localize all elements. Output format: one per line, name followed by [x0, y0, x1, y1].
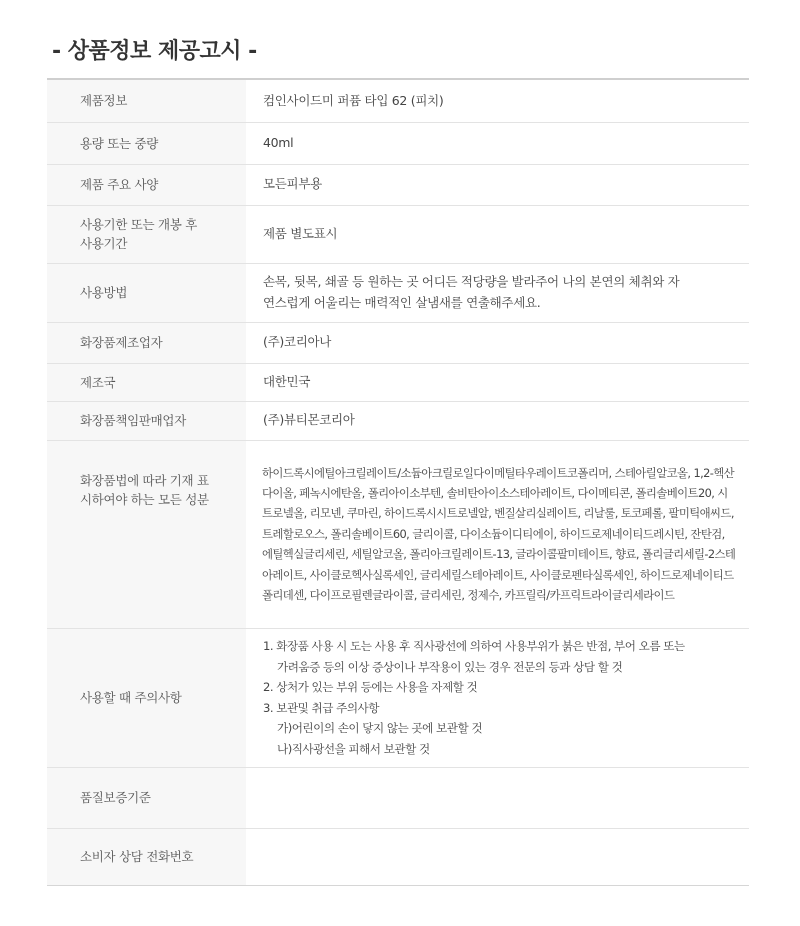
table-row-manufacturer [47, 322, 749, 363]
row-label: 소비자 상담 전화번호 [47, 828, 246, 885]
row-label: 화장품책임판매업자 [47, 401, 246, 440]
row-value: 제품 별도표시 [246, 205, 749, 263]
table-row-volume [47, 122, 749, 164]
table-row-consumer-phone [47, 828, 749, 885]
caution-line: 가려움증 등의 이상 증상이나 부작용이 있는 경우 전문의 등과 상담 할 것 [277, 659, 623, 674]
row-value: 모든피부용 [246, 164, 749, 205]
product-info-table [47, 78, 749, 886]
row-label: 화장품법에 따라 기재 표시하여야 하는 모든 성분 [47, 440, 246, 628]
row-value [246, 828, 749, 885]
row-value: 대한민국 [246, 363, 749, 401]
table-row-ingredients [47, 440, 749, 628]
table-row-caution [47, 628, 749, 767]
row-value: 컴인사이드미 퍼퓸 타입 62 (피치) [246, 79, 749, 122]
caution-line: 3. 보관및 취급 주의사항 [263, 700, 379, 715]
caution-line: 1. 화장품 사용 시 도는 사용 후 직사광선에 의하여 사용부위가 붉은 반점, 부어 오름 또는 [263, 639, 685, 653]
row-label: 제품 주요 사양 [47, 164, 246, 205]
table-row-quality-standard [47, 767, 749, 828]
row-value: (주)코리아나 [246, 322, 749, 363]
row-label: 사용방법 [47, 263, 246, 322]
row-label: 사용할 때 주의사항 [47, 628, 246, 767]
caution-line: 나)직사광선을 피해서 보관할 것 [277, 741, 430, 756]
table-row-product-info [47, 79, 749, 122]
row-value: 40ml [246, 122, 749, 164]
row-label: 제조국 [47, 363, 246, 401]
row-label: 사용기한 또는 개봉 후 사용기간 [47, 205, 246, 263]
table-row-country [47, 363, 749, 401]
row-label: 화장품제조업자 [47, 322, 246, 363]
table-row-usage [47, 263, 749, 322]
row-label: 품질보증기준 [47, 767, 246, 828]
row-value [246, 628, 749, 767]
row-label: 용량 또는 중량 [47, 122, 246, 164]
caution-line: 가)어린이의 손이 닿지 않는 곳에 보관할 것 [277, 721, 483, 735]
table-row-expiry [47, 205, 749, 263]
table-row-seller [47, 401, 749, 440]
row-value: (주)뷰티몬코리아 [246, 401, 749, 440]
row-value: 하이드록시에틸아크릴레이트/소듐아크릴로일다이메틸타우레이트코폴리머, 스테아릴알코올, 1,2-헥산다이올, 페녹시에탄올, 폴리아이소부텐, 솔비탄아이소스테아레이트, 다이메티콘, 폴리솔베이트20, 시트로넬올, 리모넨, 쿠마린, 하이드록시시트로넬알, 벤질살리실레이트, 리날룰, 토코페롤, 팔미틱애씨드, 트레할로오스, 폴리솔베이트60, 글리이콜, 다이소듐이디티에이, 하이드로제네이티드레시틴, 잔탄검, 에틸헥실글리세린, 세틸알코올, 폴리아크릴레이트-13, 글라이콜팔미테이트, 향료, 폴리글리세릴-2스테아레이트, 사이클로헥사실록세인, 글리세릴스테아레이트, 사이클로펜타실록세인, 하이드로제네이티드폴리데센, 다이프로필렌글라이콜, 글리세린, 정제수, 카프릴릭/카프릭트라이글리세라이드 [246, 440, 749, 628]
caution-line: 2. 상처가 있는 부위 등에는 사용을 자제할 것 [263, 680, 478, 694]
row-value: 손목, 뒷목, 쇄골 등 원하는 곳 어디든 적당량을 발라주어 나의 본연의 체취와 자연스럽게 어울리는 매력적인 살냄새를 연출해주세요. [246, 263, 749, 322]
row-value [246, 767, 749, 828]
table-row-specs [47, 164, 749, 205]
row-label: 제품정보 [47, 79, 246, 122]
page-title: - 상품정보 제공고시 - [52, 39, 257, 64]
